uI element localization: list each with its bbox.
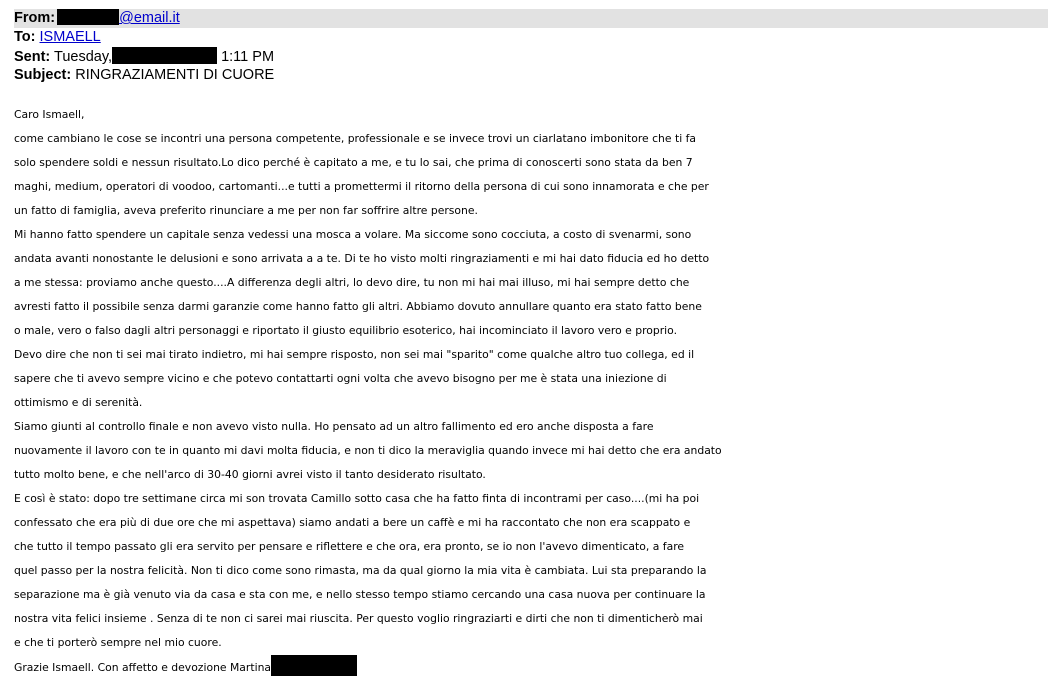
body-line: a me stessa: proviamo anche questo....A differenza degli altri, lo devo dire, tu non mi hai mai illuso, mi hai sempre detto che (14, 276, 690, 289)
body-line: sapere che ti avevo sempre vicino e che potevo contattarti ogni volta che avevo bisogno per me è stata una iniezione di (14, 372, 667, 385)
from-email-link[interactable]: @email.it (119, 10, 180, 26)
subject-row (14, 66, 1048, 85)
body-line: Caro Ismaell, (14, 108, 85, 121)
body-line: maghi, medium, operatori di voodoo, cartomanti...e tutti a promettermi il ritorno della persona di cui sono innamorata e che per (14, 180, 709, 193)
body-line: come cambiano le cose se incontri una persona competente, professionale e se invece trovi un ciarlatano imbonitore che ti fa (14, 132, 697, 145)
redacted-sent-date (112, 47, 217, 64)
body-line: quel passo per la nostra felicità. Non ti dico come sono rimasta, ma da qual giorno la mia vita è cambiata. Lui sta preparando la (14, 564, 707, 577)
body-line: confessato che era più di due ore che mi aspettava) siamo andati a bere un caffè e mi ha raccontato che non era scappato e (14, 516, 691, 529)
signature-line (14, 655, 1048, 679)
from-row (14, 9, 1048, 28)
sent-label: Sent: (14, 49, 51, 65)
to-label: To: (14, 29, 36, 45)
redacted-sender-name (57, 9, 119, 25)
redacted-signature-surname (271, 655, 357, 676)
body-line: nuovamente il lavoro con te in quanto mi davi molta fiducia, e non ti dico la meraviglia quando invece mi hai detto che era andato (14, 444, 722, 457)
email-body (14, 103, 1048, 679)
to-recipient-link[interactable]: ISMAELL (39, 29, 101, 45)
body-line: e che ti porterò sempre nel mio cuore. (14, 636, 222, 649)
to-row (14, 28, 1048, 47)
body-line: avresti fatto il possibile senza darmi garanzie come hanno fatto gli altri. Abbiamo dovuto annullare quanto era stato fatto bene (14, 300, 702, 313)
body-line: Mi hanno fatto spendere un capitale senza vedessi una mosca a volare. Ma siccome sono cocciuta, a costo di svenarmi, sono (14, 228, 692, 241)
signature-text: Grazie Ismaell. Con affetto e devozione Martina (14, 661, 272, 674)
body-line: tutto molto bene, e che nell'arco di 30-40 giorni avrei visto il tanto desiderato risultato. (14, 468, 486, 481)
subject-label: Subject: (14, 67, 72, 83)
body-line: nostra vita felici insieme . Senza di te non ci sarei mai riuscita. Per questo voglio ringraziarti e dirti che non ti dimenticherò mai (14, 612, 703, 625)
email-header (14, 9, 1048, 85)
body-line: Devo dire che non ti sei mai tirato indietro, mi hai sempre risposto, non sei mai "sparito" come qualche altro tuo collega, ed il (14, 348, 695, 361)
body-line: andata avanti nonostante le delusioni e sono arrivata a a te. Di te ho visto molti ringraziamenti e mi hai dato fiducia ed ho detto (14, 252, 710, 265)
body-line: ottimismo e di serenità. (14, 396, 143, 409)
body-line: o male, vero o falso dagli altri personaggi e riportato il giusto equilibrio esoterico, hai incominciato il lavoro vero e proprio. (14, 324, 678, 337)
body-line: separazione ma è già venuto via da casa e sta con me, e nello stesso tempo stiamo cercando una casa nuova per continuare la (14, 588, 706, 601)
body-line: Siamo giunti al controllo finale e non avevo visto nulla. Ho pensato ad un altro fallimento ed ero anche disposta a fare (14, 420, 654, 433)
body-line: E così è stato: dopo tre settimane circa mi son trovata Camillo sotto casa che ha fatto finta di incontrami per caso....(mi ha poi (14, 492, 700, 505)
sent-row (14, 47, 1048, 66)
body-line: che tutto il tempo passato gli era servito per pensare e riflettere e che ora, era pronto, se io non l'avevo dimenticato, a fare (14, 540, 685, 553)
subject-value: RINGRAZIAMENTI DI CUORE (75, 67, 275, 83)
sent-time: 1:11 PM (221, 49, 275, 65)
sent-day: Tuesday, (54, 49, 113, 65)
from-label: From: (14, 10, 56, 26)
body-line: solo spendere soldi e nessun risultato.Lo dico perché è capitato a me, e tu lo sai, che prima di conoscerti sono stata da ben 7 (14, 156, 693, 169)
body-line: un fatto di famiglia, aveva preferito rinunciare a me per non far soffrire altre persone. (14, 204, 478, 217)
